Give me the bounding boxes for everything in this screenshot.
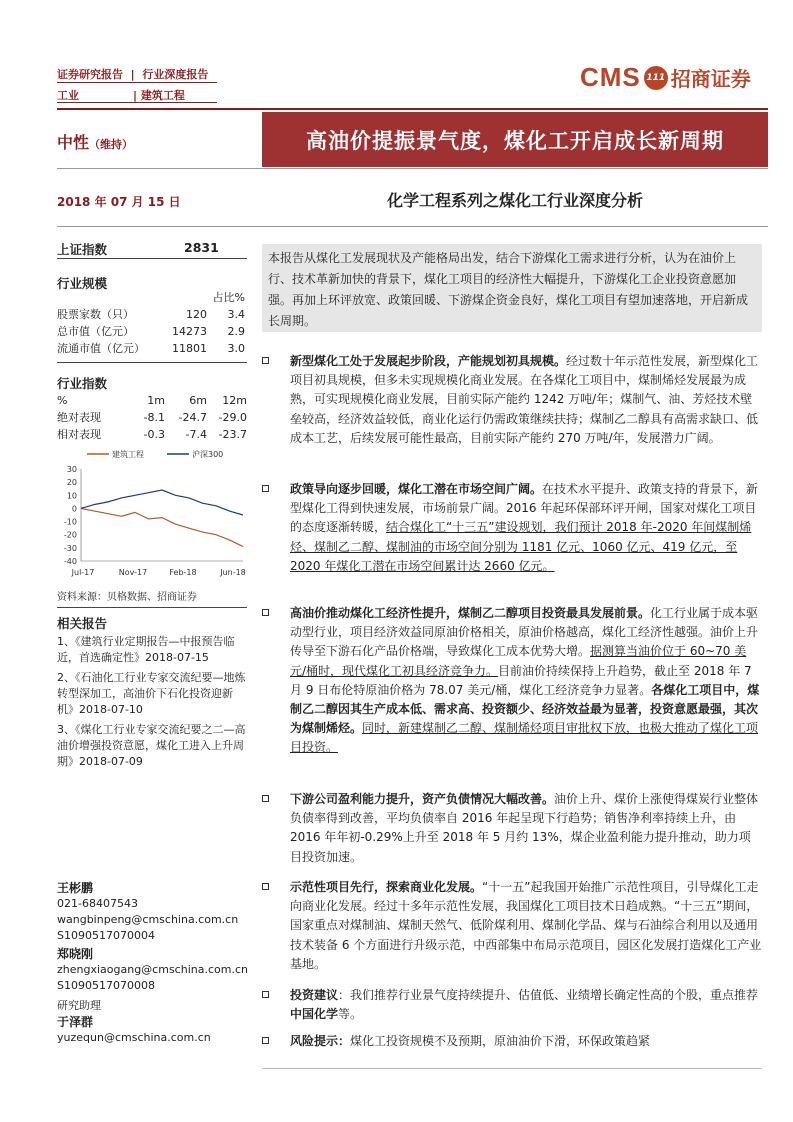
table-row (57, 409, 247, 426)
row-name: 相对表现 (57, 428, 101, 441)
x-tick-label: Jun-18 (220, 568, 246, 577)
y-tick-label: -30 (63, 543, 77, 553)
bullet-item (262, 480, 762, 576)
related-list (57, 634, 249, 770)
bullet-text: “十一五”起我国开始推广示范性项目，引导煤化工走向商业化发展。经过十多年示范性发展，我国煤化工项目技术日趋成熟。“十三五”期间，国家重点对煤制油、煤制天然气、低阶煤利用、煤制化学品、煤与石油综合利用以及通用技术装备 6 个方面进行升级示范，中西部集中布局示范项目，园区化发展打造煤化工产业基地。 (290, 880, 762, 971)
rating-note: （维持） (89, 138, 134, 151)
analyst-name: 王彬鹏 (57, 881, 94, 895)
bullet-bold: 高油价推动煤化工经济性提升，煤制乙二醇项目投资最具发展前景。 (290, 606, 651, 620)
series-line (81, 490, 243, 515)
chart-axes (64, 449, 246, 577)
header-rule (57, 82, 217, 83)
bullet-bold: 示范性项目先行，探索商业化发展。 (290, 880, 483, 894)
row-name: 绝对表现 (57, 411, 101, 424)
logo (580, 62, 751, 93)
title-banner: 高油价提振景气度，煤化工开启成长新周期 (262, 112, 768, 167)
index-value: 2831 (184, 240, 219, 255)
analyst-id: S1090517070004 (57, 929, 155, 942)
footer-rule (262, 1068, 762, 1069)
y-tick-label: 10 (66, 491, 77, 501)
row-value: -8.1 (143, 411, 165, 424)
analyst-block (57, 880, 257, 1046)
logo-cn: 招商证券 (670, 67, 751, 91)
bullet-icon (262, 1037, 269, 1044)
table-header-row (57, 392, 247, 409)
analyst-email[interactable]: zhengxiaogang@cmschina.com.cn (57, 963, 248, 976)
bullet-text: 目前油价持续保持上升趋势，截止至 2018 年 7 月 9 日布伦特原油价格为 78.07 美元/桶，煤化工经济竞争力显著。 (290, 663, 752, 697)
subsector: 建筑工程 (140, 89, 185, 102)
sector: 工业 (57, 89, 79, 102)
subsector-wrap: | 建筑工程 (133, 89, 185, 102)
bullet-text: 等。 (338, 1007, 363, 1022)
row-value: -24.7 (178, 411, 207, 424)
row-pct: 3.4 (227, 308, 245, 321)
row-name: 总市值（亿元） (57, 325, 134, 338)
title-rule (57, 168, 768, 169)
scale-col-header: 占比% (212, 291, 245, 304)
index-table (57, 392, 247, 443)
bullet-icon (262, 883, 269, 890)
y-tick-label: -40 (63, 557, 77, 566)
row-value: -23.7 (218, 428, 247, 441)
rating-label: 中性 (57, 133, 90, 152)
col-header: % (57, 394, 68, 407)
row-value: 11801 (172, 342, 207, 355)
logo-badge-icon: 111 (644, 66, 668, 90)
bullet-item (262, 790, 762, 867)
assistant-name: 于泽群 (57, 1015, 94, 1029)
x-tick-label: Jul-17 (71, 568, 95, 577)
y-tick-label: -20 (63, 530, 77, 540)
bullet-text: 经过数十年示范性发展，新型煤化工项目初具规模，但多未实现规模化商业发展。在各煤化工项目中，煤制烯烃发展最为成熟，可实现规模化商业发展，目前实际产能约 1242 万吨/年；煤制气、油、芳烃技术壁垒较高，经济效益较低，商业化运行仍需政策继续扶持；煤制乙二醇具有高需求缺口、低成本工艺，后续发展可能性最高，目前实际产能约 270 万吨/年，发展潜力广阔。 (290, 354, 759, 445)
row-name: 股票家数（只） (57, 308, 134, 321)
bullet-text: ：我们推荐行业景气度持续提升、估值低、业绩增长确定性高的个股，重点推荐 (338, 988, 759, 1002)
bullet-item (262, 1032, 762, 1051)
bullet-bold: 风险提示： (290, 1034, 351, 1048)
bullet-bold: 投资建议 (290, 988, 339, 1002)
bullet-text: 煤化工投资规模不及预期，原油油价下滑，环保政策趋紧 (350, 1034, 651, 1048)
y-tick-label: 20 (66, 478, 77, 488)
row-value: 14273 (172, 325, 207, 338)
y-tick-label: 0 (71, 504, 77, 514)
assistant-role: 研究助理 (57, 999, 101, 1012)
bullet-item (262, 604, 762, 758)
chart-source: 资料来源：贝格数据、招商证券 (57, 592, 197, 603)
top-rule (57, 108, 768, 110)
assistant-email[interactable]: yuzequn@cmschina.com.cn (57, 1031, 211, 1044)
subtitle-rule (57, 226, 768, 227)
summary-box: 本报告从煤化工发展现状及产能格局出发，结合下游煤化工需求进行分析，认为在油价上行、技术革新加快的背景下，煤化工项目的经济性大幅提升，下游煤化工企业投资意愿加强。再加上环评放宽、政策回暖、下游煤企资金良好，煤化工项目有望加速落地，开启新成长周期。 (262, 244, 762, 332)
legend-label: 沪深300 (192, 450, 224, 459)
bullet-underline: 同时，新建煤制乙二醇、煤制烯烃项目审批权下放，也极大推动了煤化工项目投资。 (290, 721, 759, 755)
bullet-item (262, 352, 762, 448)
bullet-bold: 各煤化工项目中，煤制乙二醇因其生产成本低、需求高、投资额少、经济效益最为显著，投资意愿最强，其次为煤制烯烃。 (290, 682, 760, 736)
row-pct: 3.0 (227, 342, 245, 355)
bullet-bold: 下游公司盈利能力提升，资产负债情况大幅改善。 (290, 792, 555, 806)
bullet-underline: 结合煤化工“十三五”建设规划，我们预计 2018 年-2020 年间煤制烯烃、煤制乙二醇、煤制油的市场空间分别为 1181 亿元、1060 亿元、419 亿元，至 2020 年煤化工潜在市场空间累计达 2660 亿元。 (290, 520, 752, 573)
y-tick-label: 30 (66, 465, 77, 474)
header-rule-2 (57, 102, 217, 103)
analyst-email[interactable]: wangbinpeng@cmschina.com.cn (57, 913, 239, 926)
index-label: 上证指数 (57, 242, 108, 257)
bullet-item (262, 878, 762, 974)
report-type-text: 证券研究报告 (57, 68, 123, 81)
bullet-icon (262, 991, 269, 998)
col-header: 6m (189, 394, 207, 407)
related-item[interactable]: 3、《煤化工行业专家交流纪要之二—高油价增强投资意愿，煤化工进入上升周期》2018-07-09 (57, 723, 246, 768)
x-tick-label: Feb-18 (169, 568, 197, 577)
bullet-text: 在技术水平提升、政策支持的背景下，新型煤化工得到快速发展，市场前景广阔。2016 年起环保部环评开闸，国家对煤化工项目的态度逐渐转暖， (290, 482, 759, 535)
chart-rule (57, 607, 247, 608)
bullet-text: 油价上升、煤价上涨使得煤炭行业整体负债率得到改善，平均负债率自 2016 年起呈现下行趋势；销售净利率持续上升，由 2016 年年初-0.29%上升至 2018 年 5 月约 13%，煤企业盈利能力提升推动，助力项目投资加速。 (290, 792, 759, 864)
bullet-bold: 新型煤化工处于发展起步阶段，产能规划初具规模。 (290, 354, 567, 368)
index-rule (57, 258, 247, 259)
col-header: 12m (222, 394, 247, 407)
related-item[interactable]: 1、《建筑行业定期报告—中报预告临近，首选确定性》2018-07-15 (57, 635, 235, 664)
index-chart (57, 445, 247, 585)
y-tick-label: -10 (63, 517, 77, 527)
row-value: -0.3 (143, 428, 165, 441)
analyst-name: 郑晓刚 (57, 947, 94, 961)
logo-cms: CMS (580, 62, 641, 92)
table-row (57, 306, 247, 323)
x-tick-label: Nov-17 (118, 568, 148, 577)
table-row (57, 340, 247, 357)
scale-rule (57, 362, 247, 363)
row-value: -7.4 (185, 428, 207, 441)
row-value: 120 (186, 308, 207, 321)
analyst-phone: 021-68407543 (57, 897, 138, 910)
bullet-bold: 政策导向逐步回暖，煤化工潜在市场空间广阔。 (290, 482, 543, 496)
series-line (81, 508, 243, 546)
subtitle: 化学工程系列之煤化工行业深度分析 (386, 191, 643, 210)
legend-label: 建筑工程 (112, 450, 144, 459)
row-value: -29.0 (218, 411, 247, 424)
table-row (57, 426, 247, 443)
bullet-bold: 中国化学 (290, 1007, 339, 1022)
table-row (57, 323, 247, 340)
scale-table (57, 289, 247, 357)
bullet-icon (262, 357, 269, 364)
bullet-item (262, 986, 762, 1024)
chart-series (81, 490, 243, 547)
report-type (57, 66, 208, 82)
analyst-id: S1090517070008 (57, 979, 155, 992)
bullet-icon (262, 485, 269, 492)
bullet-icon (262, 795, 269, 802)
related-title: 相关报告 (57, 616, 108, 631)
bullet-icon (262, 609, 269, 616)
col-header: 1m (147, 394, 165, 407)
separator: | (126, 68, 139, 81)
index-title: 行业指数 (57, 376, 108, 391)
bullet-text: 化工行业属于成本驱动型行业，项目经济效益同原油价格相关，原油价格越高，煤化工经济性越强。油价上升传导至下游石化产品价格端，导致煤化工成本优势大增。 (290, 606, 759, 659)
report-subtype-text: 行业深度报告 (142, 68, 209, 81)
report-date: 2018 年 07 月 15 日 (57, 195, 181, 209)
row-name: 流通市值（亿元） (57, 342, 145, 355)
bullet-underline: 据测算当油价位于 60~70 美元/桶时，现代煤化工初具经济竞争力。 (290, 644, 747, 678)
rating (57, 130, 133, 153)
row-pct: 2.9 (227, 325, 245, 338)
scale-title: 行业规模 (57, 276, 108, 291)
related-item[interactable]: 2、《石油化工行业专家交流纪要—地炼转型深加工，高油价下石化投资迎新机》2018-07-10 (57, 671, 246, 716)
